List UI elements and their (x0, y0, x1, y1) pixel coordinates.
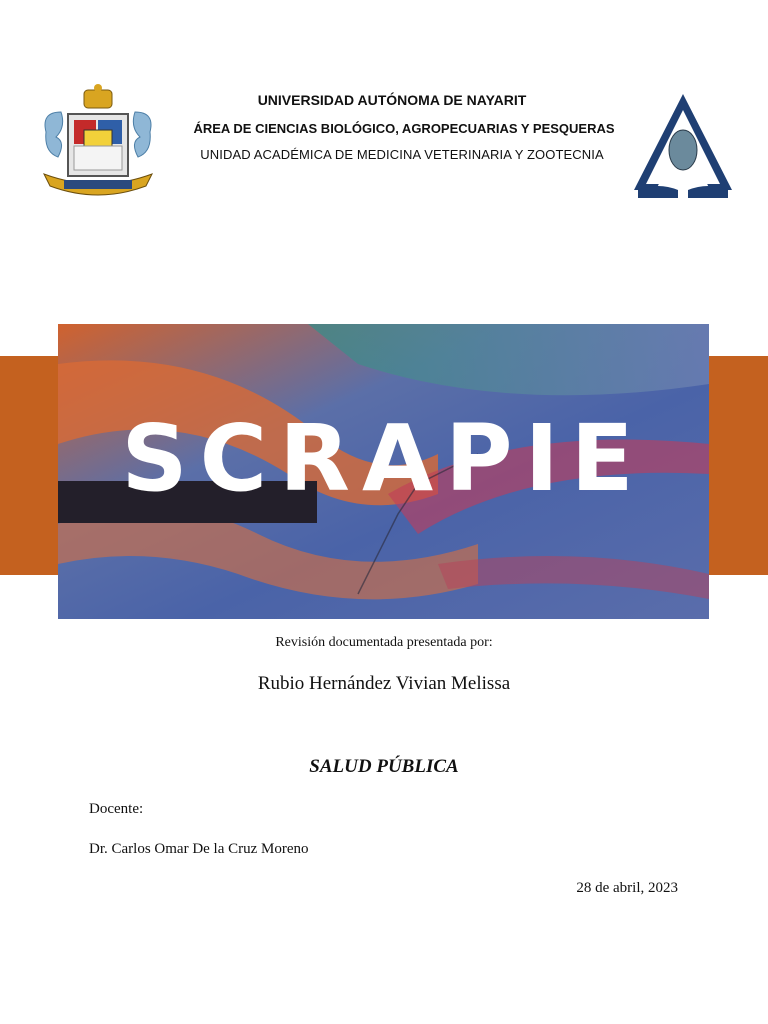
author-name: Rubio Hernández Vivian Melissa (257, 673, 511, 694)
uan-logo (628, 90, 738, 200)
document-title: SCRAPIE (121, 405, 646, 512)
course-name: SALUD PÚBLICA (309, 756, 459, 777)
university-name: UNIVERSIDAD AUTÓNOMA DE NAYARIT (257, 92, 527, 108)
teacher-name: Dr. Carlos Omar De la Cruz Moreno (89, 841, 309, 857)
presented-by-label: Revisión documentada presentada por: (275, 635, 493, 650)
teacher-label: Docente: (89, 801, 144, 817)
unit-name: UNIDAD ACADÉMICA DE MEDICINA VETERINARIA Y ZOOTECNIA (200, 147, 604, 162)
area-name: ÁREA DE CIENCIAS BIOLÓGICO, AGROPECUARIAS Y PESQUERAS (193, 121, 615, 136)
document-date: 28 de abril, 2023 (576, 880, 678, 896)
university-crest-logo (36, 82, 160, 206)
